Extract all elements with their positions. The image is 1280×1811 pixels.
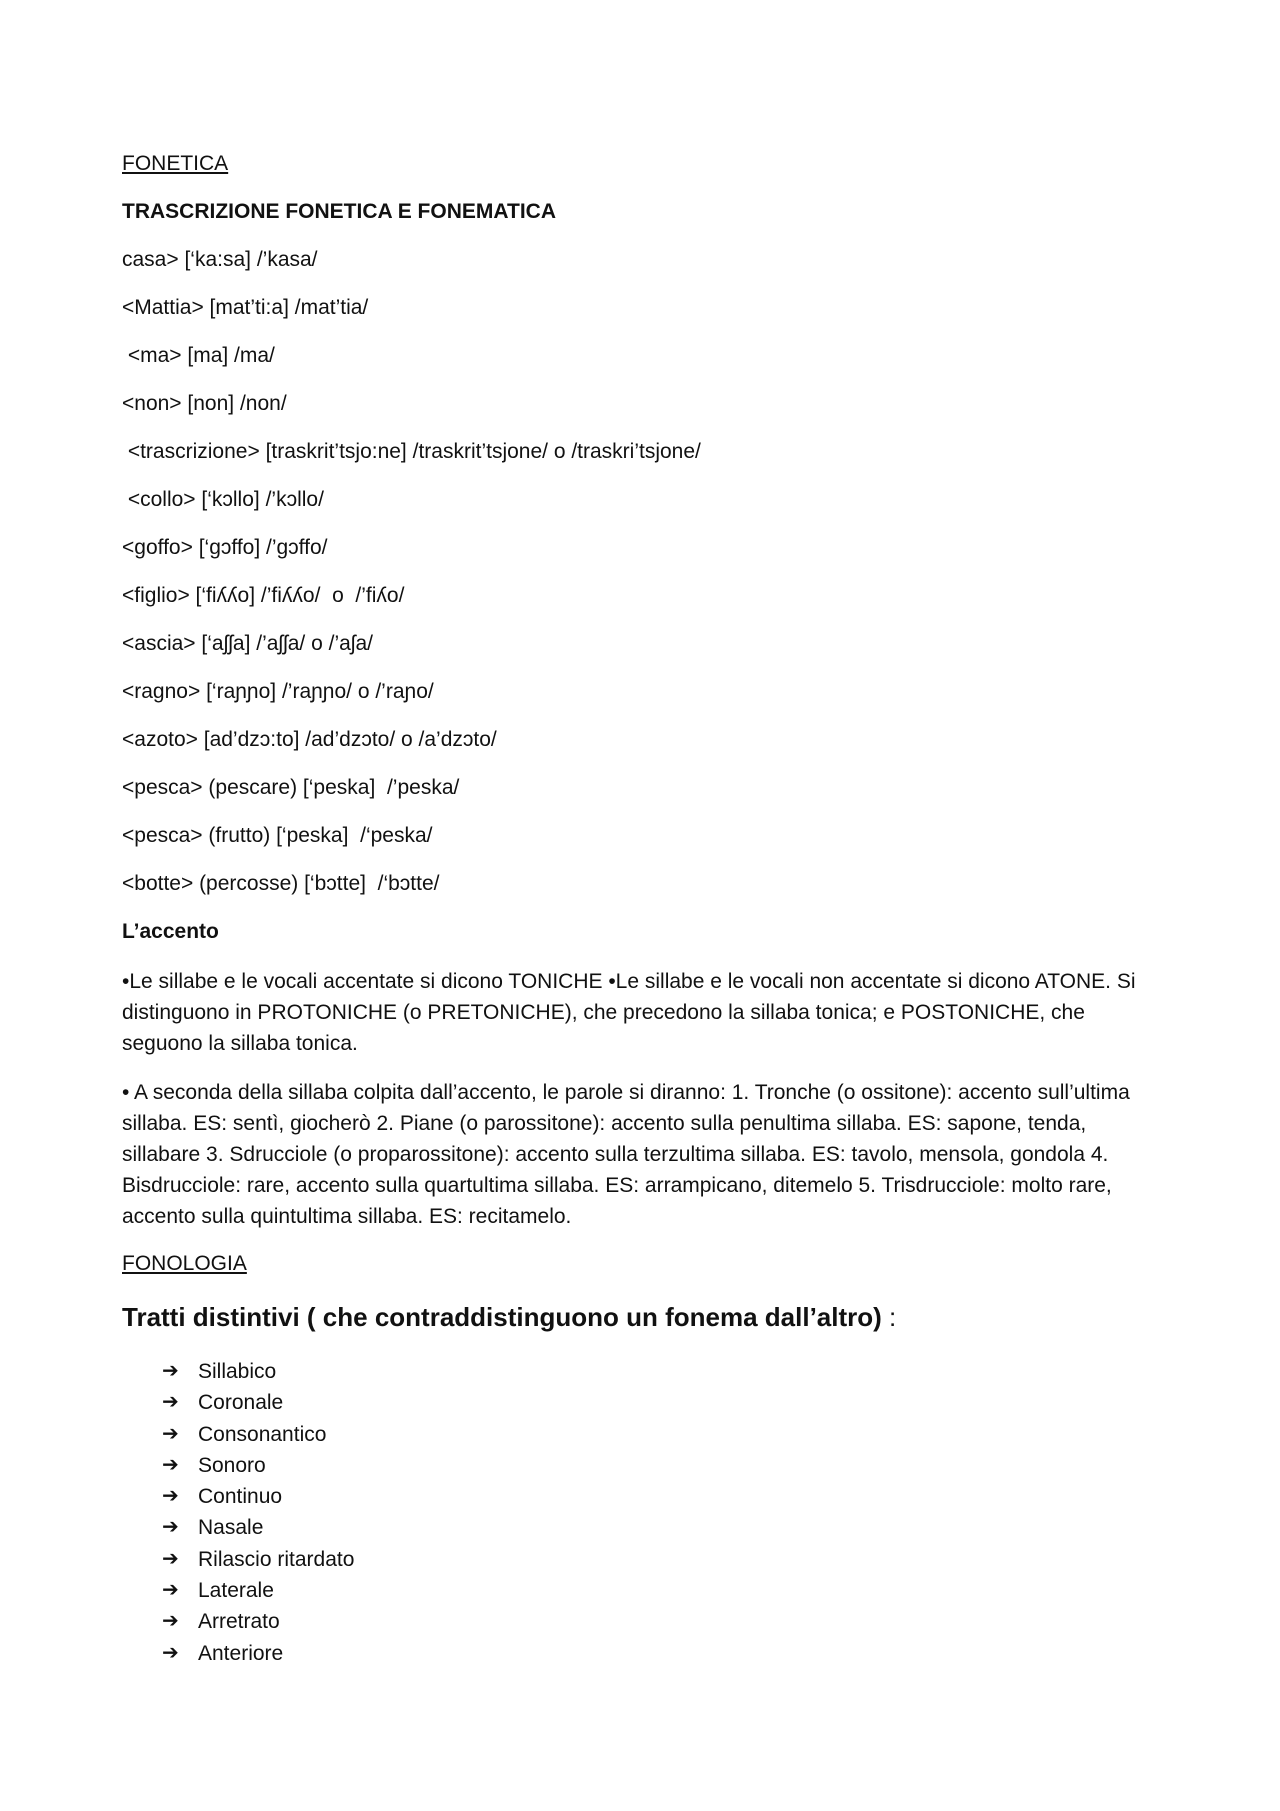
arrow-right-icon: ➔ [162, 1641, 179, 1664]
arrow-right-icon: ➔ [162, 1360, 179, 1382]
feature-label: Continuo [198, 1485, 283, 1509]
tratti-heading-text: Tratti distintivi ( che contraddistinguono un fonema dall’altro) [122, 1302, 882, 1332]
transcription-line: <pesca> (pescare) [‘peska] /’peska/ [122, 776, 460, 799]
feature-label: Nasale [198, 1516, 264, 1540]
transcription-line: <ma> [ma] /ma/ [122, 344, 275, 367]
feature-label: Rilascio ritardato [198, 1547, 355, 1571]
list-item [162, 1638, 1162, 1669]
section-title-fonetica: FONETICA [122, 152, 229, 175]
feature-label: Consonantico [198, 1422, 327, 1446]
tratti-heading-colon: : [881, 1302, 897, 1332]
list-item [162, 1419, 1162, 1450]
feature-label: Laterale [198, 1579, 274, 1603]
transcription-line: <ascia> [‘aʃʃa] /’aʃʃa/ o /’aʃa/ [122, 632, 373, 655]
list-item [162, 1544, 1162, 1575]
section-subtitle: TRASCRIZIONE FONETICA E FONEMATICA [122, 200, 556, 223]
transcription-line: <botte> (percosse) [‘bɔtte] /‘bɔtte/ [122, 872, 440, 895]
list-item [162, 1512, 1162, 1543]
arrow-right-icon: ➔ [162, 1422, 179, 1445]
list-item [162, 1481, 1162, 1512]
arrow-right-icon: ➔ [162, 1579, 179, 1602]
transcription-line: <trascrizione> [traskrit’tsjo:ne] /traskrit’tsjone/ o /traskri’tsjone/ [122, 440, 701, 463]
transcription-list [122, 246, 1162, 898]
arrow-right-icon: ➔ [162, 1391, 179, 1414]
arrow-right-icon: ➔ [162, 1485, 179, 1508]
document-page [122, 150, 1162, 1669]
transcription-line: <figlio> [‘fiʎʎo] /’fiʎʎo/ o /’fiʎo/ [122, 584, 405, 607]
transcription-line: <Mattia> [mat’ti:a] /mat’tia/ [122, 296, 369, 319]
tratti-heading [122, 1300, 1162, 1334]
transcription-line: <goffo> [‘gɔffo] /’gɔffo/ [122, 536, 328, 559]
arrow-right-icon: ➔ [162, 1453, 179, 1476]
feature-label: Sillabico [198, 1360, 277, 1383]
transcription-line: <pesca> (frutto) [‘peska] /‘peska/ [122, 824, 433, 847]
list-item [162, 1606, 1162, 1637]
list-item [162, 1387, 1162, 1418]
transcription-line: <collo> [‘kɔllo] /’kɔllo/ [122, 488, 324, 511]
transcription-line: <ragno> [‘raɲɲo] /’raɲɲo/ o /’raɲo/ [122, 680, 434, 703]
arrow-right-icon: ➔ [162, 1610, 179, 1633]
accento-paragraph-1: •Le sillabe e le vocali accentate si dicono TONICHE •Le sillabe e le vocali non accentate si dicono ATONE. Si distinguono in PROTONICHE (o PRETONICHE), che precedono la sillaba tonica; e POSTONICHE, che seguono la sillaba tonica. [122, 970, 1136, 1055]
arrow-right-icon: ➔ [162, 1547, 179, 1570]
list-item [162, 1450, 1162, 1481]
feature-label: Arretrato [198, 1610, 280, 1634]
accento-paragraph-2: • A seconda della sillaba colpita dall’accento, le parole si diranno: 1. Tronche (o ossitone): accento sull’ultima sillaba. ES: sentì, giocherò 2. Piane (o parossitone): accento sulla penultima sillaba. ES: sapone, tenda, sillabare 3. Sdrucciole (o proparossitone): accento sulla terzultima sillaba. ES: tavolo, mensola, gondola 4. Bisdrucciole: rare, accento sulla quartultima sillaba. ES: arrampicano, ditemelo 5. Trisdrucciole: molto rare, accento sulla quintultima sillaba. ES: recitamelo. [122, 1081, 1130, 1228]
transcription-line: casa> [‘ka:sa] /’kasa/ [122, 248, 318, 271]
list-item [162, 1575, 1162, 1606]
features-list [122, 1356, 1162, 1669]
accento-heading: L’accento [122, 920, 219, 943]
feature-label: Coronale [198, 1391, 284, 1415]
feature-label: Sonoro [198, 1453, 266, 1477]
list-item [162, 1356, 1162, 1387]
arrow-right-icon: ➔ [162, 1516, 179, 1539]
section-title-fonologia: FONOLOGIA [122, 1252, 247, 1275]
transcription-line: <azoto> [ad’dzɔ:to] /ad’dzɔto/ o /a’dzɔto/ [122, 728, 497, 751]
feature-label: Anteriore [198, 1641, 284, 1665]
transcription-line: <non> [non] /non/ [122, 392, 287, 415]
